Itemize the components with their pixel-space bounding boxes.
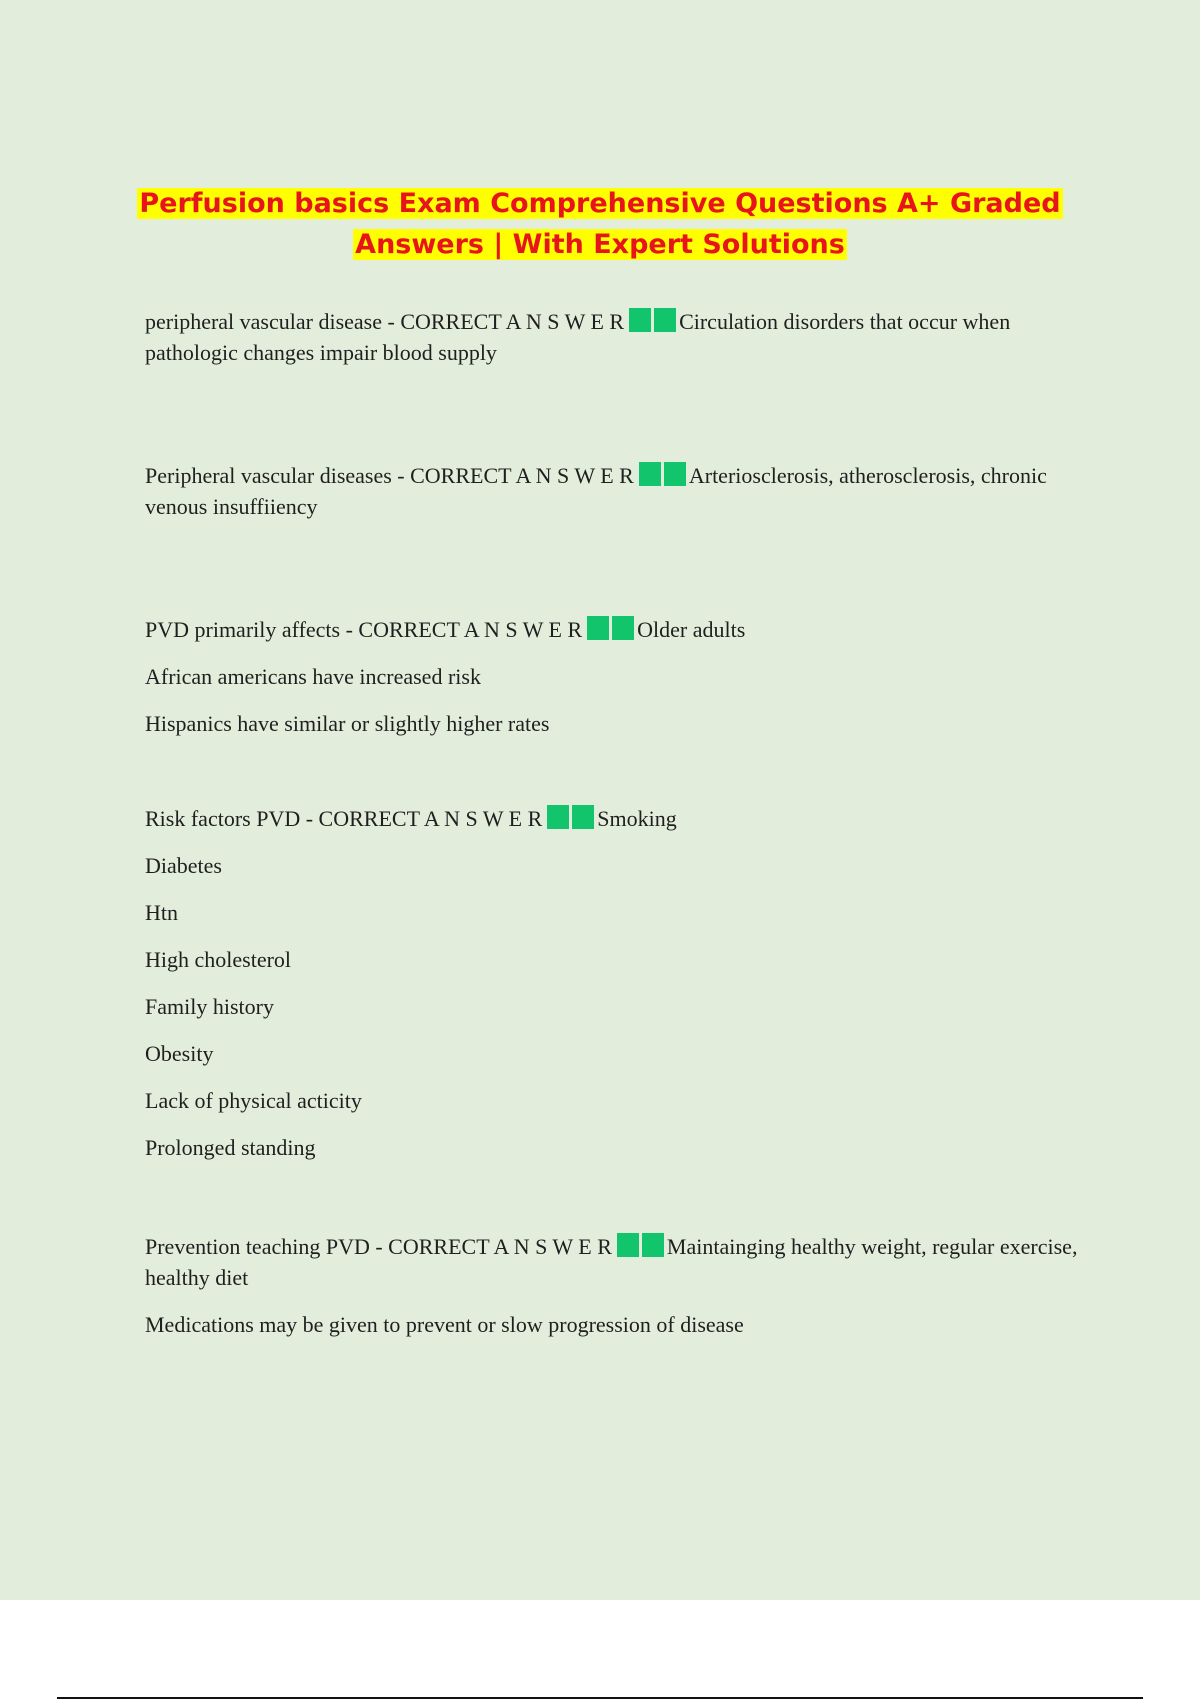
qa-term: Peripheral vascular diseases — [145, 463, 392, 488]
qa-extra-line: Medications may be given to prevent or slow progression of disease — [145, 1312, 744, 1337]
qa-item — [145, 306, 1085, 368]
qa-content — [145, 306, 1085, 1356]
qa-extra-line: Obesity — [145, 1041, 214, 1066]
qa-extra-line: Family history — [145, 994, 274, 1019]
qa-separator: - CORRECT A N S W E R — [375, 1234, 612, 1259]
footer-divider — [57, 1697, 1143, 1699]
qa-extra-line: Diabetes — [145, 853, 222, 878]
answer-marker-icon — [629, 308, 676, 332]
qa-answer: Smoking — [597, 806, 677, 831]
answer-marker-icon — [639, 462, 686, 486]
qa-term: Risk factors PVD — [145, 806, 301, 831]
qa-extra-line: Lack of physical acticity — [145, 1088, 362, 1113]
qa-extra-line: Prolonged standing — [145, 1135, 316, 1160]
qa-answer: Older adults — [637, 617, 746, 642]
qa-term: PVD primarily affects — [145, 617, 341, 642]
qa-separator: - CORRECT A N S W E R — [387, 309, 625, 334]
qa-answer: Circulation disorders that occur when pathologic changes impair blood supply — [145, 309, 1011, 365]
answer-marker-icon — [547, 805, 594, 829]
qa-extra-line: High cholesterol — [145, 947, 292, 972]
qa-item — [145, 1231, 1085, 1293]
qa-extra-line: Hispanics have similar or slightly higher rates — [145, 711, 550, 736]
qa-extra-line: Htn — [145, 900, 178, 925]
qa-item — [145, 460, 1085, 522]
qa-term: peripheral vascular disease — [145, 309, 382, 334]
qa-item — [145, 614, 1085, 645]
qa-separator: - CORRECT A N S W E R — [397, 463, 634, 488]
document-title: Perfusion basics Exam Comprehensive Questions A+ Graded Answers | With Expert Solutions — [139, 188, 1061, 260]
qa-item — [145, 803, 1085, 834]
qa-answer: Maintainging healthy weight, regular exercise, healthy diet — [145, 1234, 1078, 1290]
qa-term: Prevention teaching PVD — [145, 1234, 370, 1259]
qa-extra-line: African americans have increased risk — [145, 664, 481, 689]
qa-separator: - CORRECT A N S W E R — [345, 617, 583, 642]
qa-answer: Arteriosclerosis, atherosclerosis, chronic venous insuffiiency — [145, 463, 1047, 519]
answer-marker-icon — [587, 616, 634, 640]
answer-marker-icon — [617, 1233, 664, 1257]
qa-separator: - CORRECT A N S W E R — [305, 806, 543, 831]
